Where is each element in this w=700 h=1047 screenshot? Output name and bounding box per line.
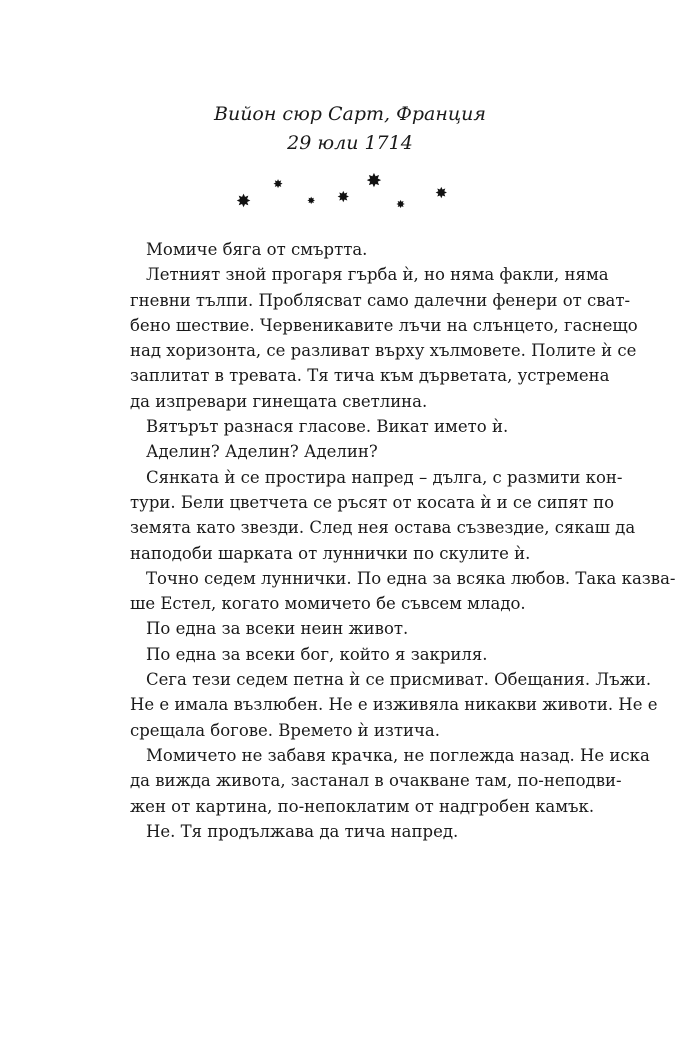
text-line: Не е имала възлюбен. Не е изживяла никакви животи. Не е: [130, 695, 658, 715]
star-icon: ✸: [366, 170, 382, 192]
text-line: Момичето не забавя крачка, не поглежда назад. Не иска: [146, 745, 650, 765]
chapter-heading: [0, 100, 700, 158]
text-line: Аделин? Аделин? Аделин?: [146, 442, 378, 462]
star-icon: ✸: [337, 188, 350, 206]
text-line: Летният зной прогаря гърба ѝ, но няма факли, няма: [146, 265, 609, 285]
text-line: земята като звезди. След нея остава съзвездие, сякаш да: [130, 518, 636, 538]
chapter-location: Вийон сюр Сарт, Франция: [214, 103, 486, 125]
text-line: тури. Бели цветчета се ръсят от косата ѝ и се сипят по: [130, 492, 615, 512]
text-line: Момиче бяга от смъртта.: [146, 240, 368, 259]
star-icon: ✸: [396, 198, 406, 211]
text-line: жен от картина, по-непоклатим от надгробен камък.: [130, 796, 595, 816]
text-line: гневни тълпи. Проблясват само далечни фенери от сват-: [130, 290, 631, 310]
text-line: Сянката ѝ се простира напред – дълга, с размити кон-: [146, 467, 623, 487]
text-line: Точно седем луннички. По една за всяка любов. Така казва-: [146, 568, 676, 588]
star-icon: ✸: [435, 184, 448, 202]
text-line: По една за всеки неин живот.: [146, 619, 409, 639]
chapter-text: [130, 237, 676, 844]
star-icon: ✸: [273, 177, 284, 191]
chapter-date: 29 юли 1714: [287, 132, 413, 154]
star-icon: ✸: [236, 191, 252, 212]
text-line: заплитат в тревата. Тя тича към дърветата, устремена: [130, 366, 610, 386]
star-icon: ✸: [307, 196, 316, 207]
text-line: ше Естел, когато момичето бе съвсем младо.: [130, 594, 526, 614]
text-line: По една за всеки бог, който я закриля.: [146, 644, 488, 664]
text-line: бено шествие. Червеникавите лъчи на слънцето, гаснещо: [130, 315, 638, 335]
text-line: Сега тези седем петна ѝ се присмиват. Обещания. Лъжи.: [146, 670, 652, 690]
text-line: да изпревари гинещата светлина.: [130, 391, 428, 411]
text-line: Вятърът разнася гласове. Викат името ѝ.: [146, 417, 509, 437]
text-line: Не. Тя продължава да тича напред.: [146, 821, 459, 841]
text-line: да вижда живота, застанал в очакване там, по-неподви-: [130, 771, 622, 791]
text-line: срещала богове. Времето ѝ изтича.: [130, 720, 441, 740]
text-line: наподоби шарката от луннички по скулите ѝ.: [130, 543, 531, 563]
text-line: над хоризонта, се разливат върху хълмовете. Полите ѝ се: [130, 341, 637, 361]
